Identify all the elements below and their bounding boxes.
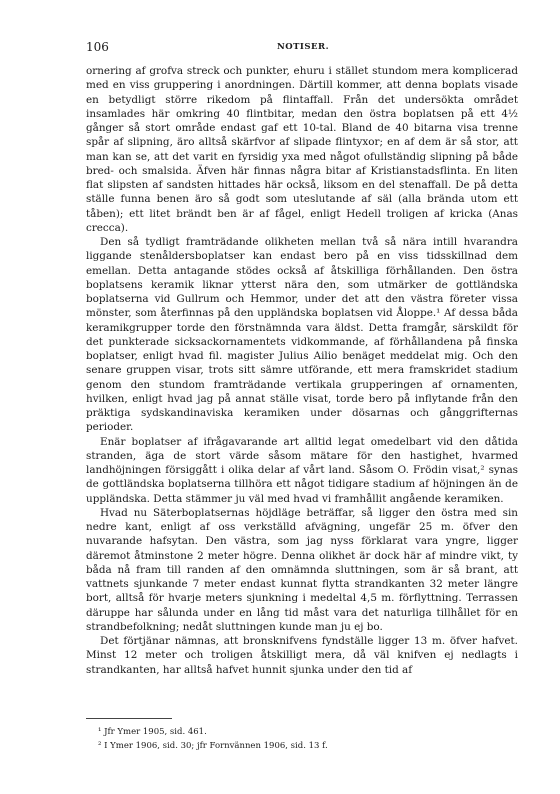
paragraph: Hvad nu Säterboplatsernas höjdläge beträffar, så ligger den östra med sin nedre kant, enligt af oss verkställd afvägning, ungefär 25 m. öfver den nuvarande hafsytan. Den västra, som jag nyss förklarat vara yngre, ligger däremot åtminstone 2 meter högre. Denna olikhet är dock här af mindre vikt, ty båda nå fram till randen af den omnämnda sluttningen, som är så brant, att vattnets sjunkande 7 meter endast kunnat flytta strandkanten 32 meter längre bort, alltså för hvarje meters sjunkning i medeltal 4,5 m. förflyttning. Terrassen däruppe har sålunda under en lång tid måst vara det naturliga tillhållet för en strandbefolkning; nedåt sluttningen kunde man ju ej bo. (86, 506, 518, 633)
footnote: ² I Ymer 1906, sid. 30; jfr Fornvännen 1906, sid. 13 f. (98, 740, 328, 751)
paragraph: Den så tydligt framträdande olikheten mellan två så nära intill hvarandra liggande stenåldersboplatser kan endast bero på en viss tidsskillnad dem emellan. Detta antagande stödes också af åtskilliga förhållanden. Den östra boplatsens keramik liknar ytterst nära den, som utmärker de gottländska boplatserna vid Gullrum och Hemmor, under det att den västra företer vissa mönster, som återfinnas på den uppländska boplatsen vid Åloppe.¹ Af dessa båda keramikgrupper torde den förstnämnda vara äldst. Detta framgår, särskildt för det punkterade sicksackornamentets vidkommande, af förhållandena på finska boplatser, enligt hvad fil. magister Julius Ailio benäget meddelat mig. Och den senare gruppen visar, trots sitt sämre utförande, ett mera framskridet stadium genom den stundom framträdande vertikala grupperingen af ornamenten, hvilken, enligt hvad jag på annat ställe visat, torde bero på inflytande från den präktiga sydskandinaviska keramiken under dösarnas och gånggrifternas perioder. (86, 236, 518, 434)
footnote-divider (86, 718, 172, 719)
running-head: NOTISER. (276, 42, 330, 52)
paragraph: ornering af grofva streck och punkter, ehuru i stället stundom mera komplicerad med en viss gruppering i anordningen. Därtill kommer, att denna boplats visade en betydligt större rikedom på flintaffall. Från det undersökta området insamlades här omkring 40 flintbitar, medan den östra boplatsen på ett 4½ gånger så stort område endast gaf ett 10-tal. Bland de 40 bitarna visa trenne spår af slipning, äro alltså skärfvor af slipade flintyxor; en af dem är så stor, att man kan se, att det varit en fyrsidig yxa med något ofullständig slipning på både bred- och smalsida. Äfven här finnas några bitar af Kristianstadsflinta. En liten flat slipsten af sandsten hittades här också, liksom en del stenaffall. De på detta ställe funna benen äro så godt som uteslutande af säl (alla brända utom ett tåben); ett litet brändt ben är af fågel, enligt Hedell troligen af kricka (Anas crecca). (86, 65, 518, 234)
page-header (86, 40, 520, 54)
footnotes (98, 726, 498, 753)
paragraph: Enär boplatser af ifrågavarande art alltid legat omedelbart vid den dåtida stranden, äga de stort värde såsom mätare för den hastighet, hvarmed landhöjningen försiggått i olika delar af vårt land. Såsom O. Frödin visat,² synas de gottländska boplatserna tillhöra ett något tidigare stadium af höjningen än de uppländska. Detta stämmer ju väl med hvad vi framhållit angående keramiken. (86, 435, 518, 505)
footnote: ¹ Jfr Ymer 1905, sid. 461. (98, 727, 207, 737)
page-number: 106 (86, 40, 109, 54)
body-text (86, 64, 518, 677)
paragraph: Det förtjänar nämnas, att bronsknifvens fyndställe ligger 13 m. öfver hafvet. Minst 12 meter och troligen åtskilligt mera, då väl knifven ej nedlagts i strandkanten, har alltså hafvet hunnit sjunka under den tid af (86, 635, 518, 676)
